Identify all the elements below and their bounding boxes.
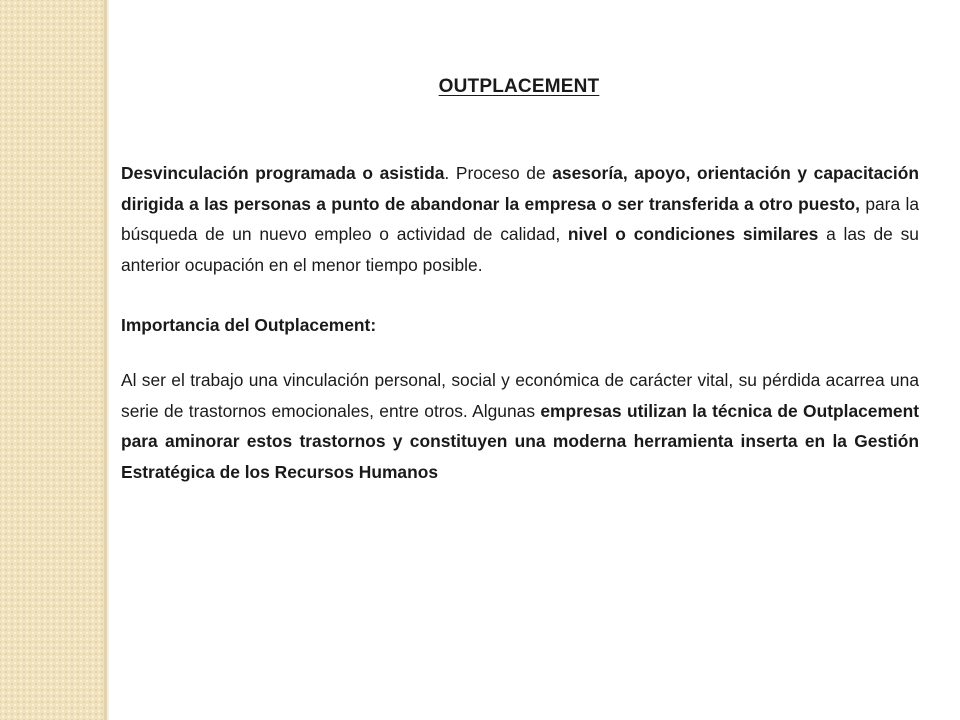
definition-bold-3: nivel o condiciones similares [567,224,819,245]
importance-bold-1: empresas utilizan la técnica de Outplacement para aminorar estos trastornos y constituyen una moderna herramienta inserta en la Gestión Estratégica de los Recursos Humanos [121,400,920,482]
definition-text-3: a las de su anterior ocupación en el menor tiempo posible. [121,224,919,275]
definition-text-1: . Proceso de [444,163,553,183]
importance-paragraph [121,365,919,487]
importance-heading [121,310,919,341]
slide-content [121,158,919,487]
definition-bold-2: asesoría, apoyo, orientación y capacitación dirigida a las personas a punto de abandonar la empresa o ser transferida a otro puesto, [121,163,919,214]
definition-text-2: para la búsqueda de un nuevo empleo o actividad de calidad, [121,193,919,245]
band-edge-highlight [107,0,109,720]
decorative-side-band [0,0,104,720]
slide-title: OUTPLACEMENT [438,76,600,97]
definition-bold-1: Desvinculación programada o asistida [121,163,445,183]
definition-paragraph [121,158,919,280]
importance-heading-text: Importancia del Outplacement: [121,315,377,336]
importance-text-1: Al ser el trabajo una vinculación personal, social y económica de carácter vital, su pérdida acarrea una serie de trastornos emocionales, entre otros. Algunas [121,369,919,421]
